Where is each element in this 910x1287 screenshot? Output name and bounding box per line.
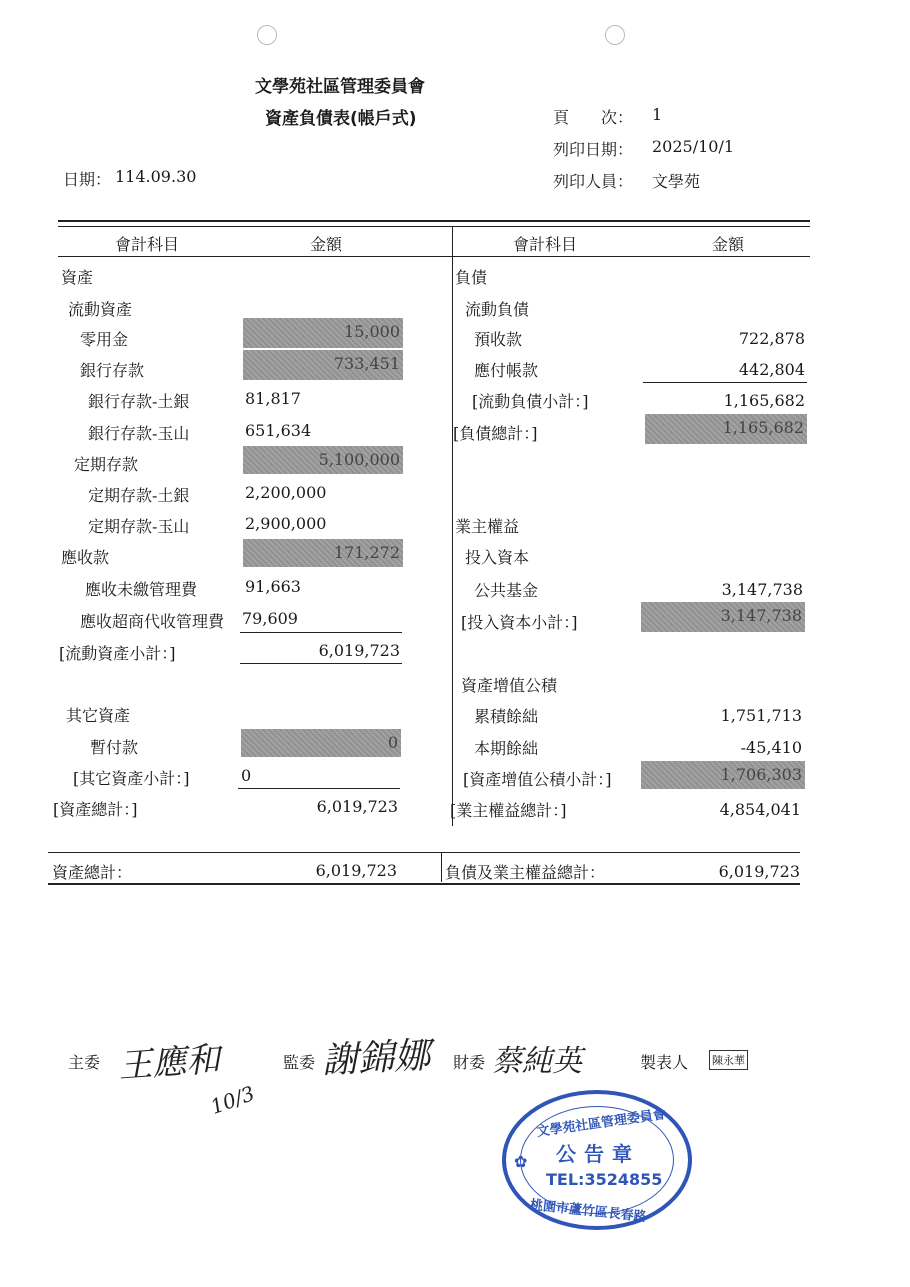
print-date-value: 2025/10/1 <box>652 137 735 156</box>
rec-store-label: 應收超商代收管理費 <box>80 612 225 631</box>
current-subtotal-label: [流動資產小計：] <box>59 644 176 663</box>
receivable-label: 應收款 <box>61 548 110 567</box>
preparer-stamp: 陳永華 <box>709 1050 748 1070</box>
punch-hole-left <box>257 25 277 45</box>
page-label: 頁 次： <box>553 108 634 127</box>
footer-left-label: 資產總計： <box>52 863 133 882</box>
capital-heading: 投入資本 <box>465 548 530 567</box>
current-subtotal-amount: 6,019,723 <box>318 641 400 660</box>
table-top-border <box>58 220 810 222</box>
other-assets-heading: 其它資產 <box>66 706 131 725</box>
seal-center-text: 公告章 <box>556 1142 640 1166</box>
liab-total-label: [負債總計：] <box>453 424 538 443</box>
printer-value: 文學苑 <box>652 172 701 191</box>
temp-payment-label: 暫付款 <box>90 738 139 757</box>
liab-total-amount: 1,165,682 <box>645 414 807 444</box>
treasurer-label: 財委 <box>453 1053 486 1072</box>
current-subtotal-line-top <box>240 632 402 633</box>
report-title: 資產負債表(帳戶式) <box>265 109 417 129</box>
supervisor-signature: 謝錦娜 <box>321 1035 432 1082</box>
other-subtotal-amount: 0 <box>241 766 252 785</box>
equity-total-amount: 4,854,041 <box>719 800 801 819</box>
current-liab-subtotal-amount: 1,165,682 <box>723 391 805 410</box>
rec-unpaid-label: 應收未繳管理費 <box>85 580 198 599</box>
td-yushan-label: 定期存款-玉山 <box>88 517 190 536</box>
accum-surplus-amount: 1,751,713 <box>720 706 802 725</box>
column-divider <box>452 226 453 826</box>
receivable-amount: 171,272 <box>243 539 403 567</box>
chair-label: 主委 <box>68 1053 101 1072</box>
equity-total-label: [業主權益總計：] <box>450 801 567 820</box>
date-label: 日期： <box>63 170 112 189</box>
footer-right-amount: 6,019,723 <box>718 862 800 881</box>
bank-label: 銀行存款 <box>80 361 145 380</box>
accum-surplus-label: 累積餘絀 <box>474 707 539 726</box>
bank-yushan-amount: 651,634 <box>245 421 312 440</box>
header-bottom-border <box>58 256 810 257</box>
other-subtotal-line <box>238 788 400 789</box>
col-left-amount: 金額 <box>310 235 343 254</box>
seal-bottom-text: 桃園市蘆竹區長春路 <box>529 1197 648 1226</box>
footer-top-line <box>48 852 800 853</box>
rec-unpaid-amount: 91,663 <box>245 577 301 596</box>
footer-divider <box>441 852 442 882</box>
current-assets-heading: 流動資產 <box>68 300 133 319</box>
col-right-account: 會計科目 <box>513 235 578 254</box>
period-surplus-amount: -45,410 <box>740 738 802 757</box>
public-fund-label: 公共基金 <box>474 581 539 600</box>
surplus-subtotal-amount: 1,706,303 <box>641 761 805 789</box>
footer-bottom-line <box>48 883 800 885</box>
seal-tel: TEL:3524855 <box>546 1170 663 1189</box>
assets-total-label: [資產總計：] <box>53 800 138 819</box>
current-subtotal-line-bottom <box>240 663 402 664</box>
liabilities-heading: 負債 <box>455 268 488 287</box>
payable-label: 應付帳款 <box>474 361 539 380</box>
temp-payment-amount: 0 <box>241 729 401 757</box>
current-liab-subtotal-label: [流動負債小計：] <box>472 392 589 411</box>
payable-amount: 442,804 <box>738 360 805 379</box>
footer-left-amount: 6,019,723 <box>315 861 397 880</box>
treasurer-signature: 蔡純英 <box>492 1044 582 1079</box>
assets-total-amount: 6,019,723 <box>316 797 398 816</box>
advance-amount: 722,878 <box>738 329 805 348</box>
date-value: 114.09.30 <box>115 167 197 186</box>
td-yushan-amount: 2,900,000 <box>245 514 327 533</box>
capital-subtotal-label: [投入資本小計：] <box>461 613 578 632</box>
time-deposit-label: 定期存款 <box>74 455 139 474</box>
equity-heading: 業主權益 <box>455 517 520 536</box>
time-deposit-amount: 5,100,000 <box>243 446 403 474</box>
other-subtotal-label: [其它資產小計：] <box>73 769 190 788</box>
bank-land-label: 銀行存款-土銀 <box>88 392 190 411</box>
col-left-account: 會計科目 <box>115 235 180 254</box>
rec-store-amount: 79,609 <box>242 609 298 628</box>
current-liab-heading: 流動負債 <box>465 300 530 319</box>
plum-blossom-icon: ✿ <box>514 1152 528 1171</box>
printer-label: 列印人員： <box>553 172 634 191</box>
table-top-border-inner <box>58 226 810 227</box>
capital-subtotal-amount: 3,147,738 <box>641 602 805 632</box>
chair-signature: 王應和 <box>116 1039 222 1087</box>
supervisor-label: 監委 <box>283 1053 316 1072</box>
td-land-label: 定期存款-土銀 <box>88 486 190 505</box>
official-seal <box>502 1090 692 1230</box>
bank-amount: 733,451 <box>243 350 403 380</box>
bank-yushan-label: 銀行存款-玉山 <box>88 424 190 443</box>
col-right-amount: 金額 <box>712 235 745 254</box>
seal-top-text: 文學苑社區管理委員會 <box>535 1107 667 1140</box>
org-name: 文學苑社區管理委員會 <box>255 77 425 97</box>
petty-cash-label: 零用金 <box>80 330 129 349</box>
page-value: 1 <box>652 105 663 124</box>
punch-hole-right <box>605 25 625 45</box>
surplus-subtotal-label: [資產增值公積小計：] <box>463 770 612 789</box>
public-fund-amount: 3,147,738 <box>721 580 803 599</box>
surplus-heading: 資產增值公積 <box>461 676 558 695</box>
td-land-amount: 2,200,000 <box>245 483 327 502</box>
bank-land-amount: 81,817 <box>245 389 301 408</box>
petty-cash-amount: 15,000 <box>243 318 403 348</box>
payable-underline <box>643 382 807 383</box>
footer-right-label: 負債及業主權益總計： <box>445 863 606 882</box>
print-date-label: 列印日期： <box>553 140 634 159</box>
preparer-label: 製表人 <box>640 1053 689 1072</box>
advance-label: 預收款 <box>474 330 523 349</box>
chair-date: 10/3 <box>207 1081 258 1119</box>
assets-heading: 資產 <box>61 268 94 287</box>
period-surplus-label: 本期餘絀 <box>474 739 539 758</box>
